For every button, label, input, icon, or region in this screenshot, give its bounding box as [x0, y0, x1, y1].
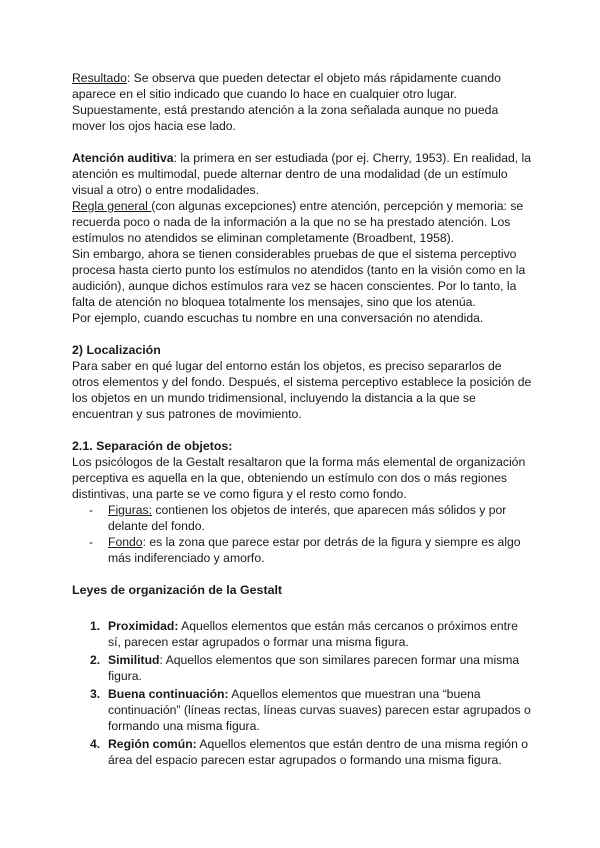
leyes-list: [72, 618, 532, 768]
list-item: [72, 502, 532, 534]
list-item-text: Aquellos elementos que están dentro de una misma región o área del espacio parecen estar agrupados o formando una misma figura.: [108, 737, 529, 767]
list-item-term: Buena continuación:: [108, 687, 229, 701]
heading-leyes: Leyes de organización de la Gestalt: [72, 583, 283, 597]
paragraph-localizacion: Para saber en qué lugar del entorno están los objetos, es preciso separarlos de otros elementos y del fondo. Después, el sistema perceptivo establece la posición de los objetos en un mundo tridimensional, incluyendo la distancia a la que se encuentran y sus patrones de movimiento.: [72, 359, 532, 421]
paragraph-sin-embargo: Sin embargo, ahora se tienen considerables pruebas de que el sistema perceptivo procesa hasta cierto punto los estímulos no atendidos (tanto en la visión como en la audición), aunque dichos estímulos rara vez se hacen conscientes. Por lo tanto, la falta de atención no bloquea totalmente los mensajes, sino que los atenúa.: [72, 247, 526, 309]
list-number: 3.: [90, 687, 101, 701]
separacion-list: [72, 502, 532, 566]
atencion-auditiva-text: : la primera en ser estudiada (por ej. Cherry, 1953). En realidad, la atención es multimodal, puede alternar dentro de una modalidad (de un estímulo visual a otro) o entre modalidades.: [72, 151, 532, 197]
list-item-text: contienen los objetos de interés, que aparecen más sólidos y por delante del fondo.: [108, 503, 507, 533]
list-item-text: Aquellos elementos que están más cercanos o próximos entre sí, parecen estar agrupados o formar una misma figura.: [108, 619, 518, 649]
dash-bullet: -: [89, 535, 94, 549]
list-item: [72, 686, 532, 734]
list-item: [72, 736, 532, 768]
list-number: 2.: [90, 653, 101, 667]
resultado-text: : Se observa que pueden detectar el objeto más rápidamente cuando aparece en el sitio indicado que cuando lo hace en cualquier otro lugar. Supuestamente, está prestando atención a la zona señalada aunque no pueda mover los ojos hacia ese lado.: [72, 71, 501, 133]
paragraph-resultado: [72, 70, 532, 134]
regla-general-text: (con algunas excepciones) entre atención, percepción y memoria: se recuerda poco o nada de la información a la que no se ha prestado atención. Los estímulos no atendidos se eliminan completamente (Broadbent, 1958).: [72, 199, 524, 245]
resultado-label: Resultado: [72, 71, 127, 85]
paragraph-atencion-auditiva: [72, 150, 532, 198]
heading-localizacion: 2) Localización: [72, 343, 161, 357]
paragraph-regla-general: [72, 198, 532, 246]
dash-bullet: -: [89, 503, 94, 517]
list-item-text: Aquellos elementos que muestran una “buena continuación” (líneas rectas, líneas curvas suaves) parecen estar agrupados o formando una misma figura.: [108, 687, 531, 733]
list-item: [72, 618, 532, 650]
heading-separacion: 2.1. Separación de objetos:: [72, 439, 233, 453]
list-item-term: Figuras:: [108, 503, 153, 517]
list-number: 1.: [90, 619, 101, 633]
atencion-auditiva-label: Atención auditiva: [72, 151, 174, 165]
list-item-text: : es la zona que parece estar por detrás de la figura y siempre es algo más indiferenciado y amorfo.: [108, 535, 521, 565]
list-item-term: Región común:: [108, 737, 197, 751]
list-item-text: : Aquellos elementos que son similares parecen formar una misma figura.: [108, 653, 520, 683]
document-page: [72, 70, 532, 770]
list-item-term: Proximidad:: [108, 619, 179, 633]
paragraph-ejemplo: Por ejemplo, cuando escuchas tu nombre en una conversación no atendida.: [72, 311, 484, 325]
list-item: [72, 652, 532, 684]
regla-general-label: Regla general: [72, 199, 152, 213]
list-item-term: Similitud: [108, 653, 160, 667]
list-item: [72, 534, 532, 566]
paragraph-separacion: Los psicólogos de la Gestalt resaltaron que la forma más elemental de organización perceptiva es aquella en la que, obteniendo un estímulo con dos o más regiones distintivas, una parte se ve como figura y el resto como fondo.: [72, 455, 526, 501]
list-item-term: Fondo: [108, 535, 143, 549]
list-number: 4.: [90, 737, 101, 751]
